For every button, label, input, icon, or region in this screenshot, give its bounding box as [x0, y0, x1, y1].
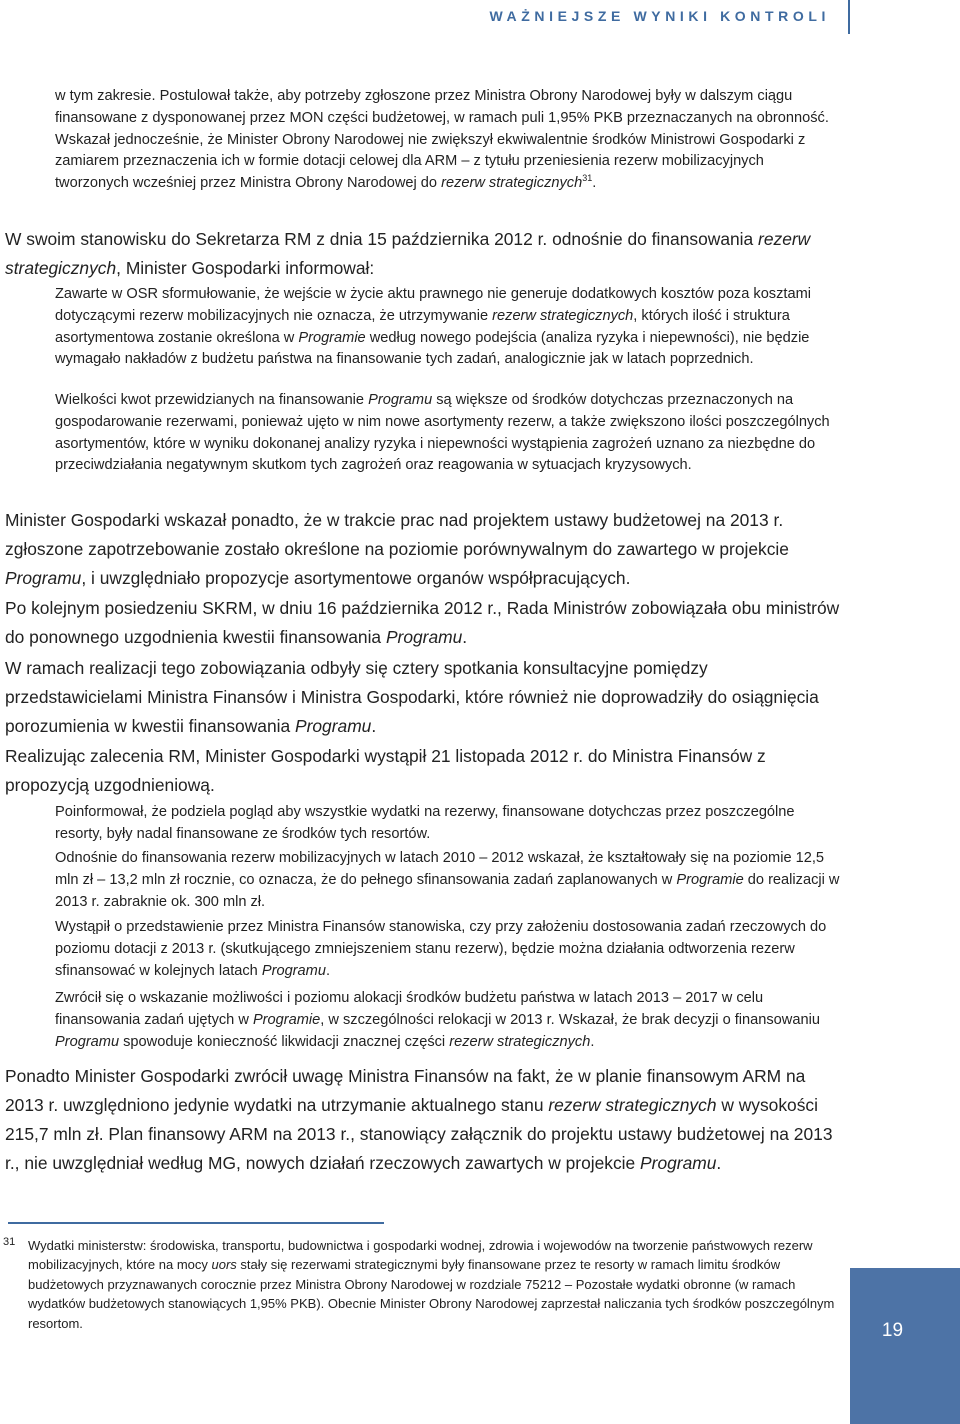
paragraph-5: W ramach realizacji tego zobowiązania odbyły się cztery spotkania konsultacyjne pomiędzy przedstawicielami Ministra Finansów i Ministra Gospodarki, które również nie doprowadziły do osiągnięcia porozumienia w kwestii finansowania Programu. [5, 658, 819, 736]
quote-4: Odnośnie do finansowania rezerw mobilizacyjnych w latach 2010 – 2012 wskazał, że kształtowały się na poziomie 12,5 mln zł – 13,2 mln zł rocznie, co oznacza, że do pełnego sfinansowania zadań zaplanowanych w Programie do realizacji w 2013 r. zabraknie ok. 300 mln zł. [55, 850, 840, 910]
quote-2: Wielkości kwot przewidzianych na finansowanie Programu są większe od środków dotychczas przeznaczonych na gospodarowanie rezerwami, ponieważ ujęto w nim nowe asortymenty rezerw, a także zwiększono ilości poszczególnych asortymentów, które w wyniku dokonanej analizy ryzyka i niepewności wystąpienia zagrożeń uznano za niezbędne do przeciwdziałania negatywnym skutkom tych zagrożeń oraz reagowania w sytuacjach kryzysowych. [55, 392, 830, 474]
quote-1: Zawarte w OSR sformułowanie, że wejście w życie aktu prawnego nie generuje dodatkowych kosztów poza kosztami dotyczącymi rezerw mobilizacyjnych nie oznacza, że utrzymywanie rezerw strategicznych, których ilość i struktura asortymentowa zostanie określona w Programie według nowego podejścia (analiza ryzyka i niepewności), nie będzie wymagało nakładów z budżetu państwa na finansowanie tych zadań, analogicznie jak w latach poprzednich. [55, 286, 811, 368]
paragraph-6: Realizując zalecenia RM, Minister Gospodarki wystąpił 21 listopada 2012 r. do Ministra Finansów z propozycją uzgodnieniową. [5, 746, 766, 795]
running-header [0, 0, 960, 34]
paragraph-4: Po kolejnym posiedzeniu SKRM, w dniu 16 października 2012 r., Rada Ministrów zobowiązała obu ministrów do ponownego uzgodnienia kwestii finansowania Programu. [5, 598, 840, 647]
paragraph-3: Minister Gospodarki wskazał ponadto, że w trakcie prac nad projektem ustawy budżetowej na 2013 r. zgłoszone zapotrzebowanie zostało określone na poziomie porównywalnym do zawartego w projekcie Programu, i uwzględniało propozycje asortymentowe organów współpracujących. [5, 510, 789, 588]
footnote-text: Wydatki ministerstw: środowiska, transportu, budownictwa i gospodarki wodnej, zdrowia i wojewodów na tworzenie państwowych rezerw mobilizacyjnych, które na mocy uors stały się rezerwami strategicznymi były finansowane przez te resorty w ramach limitu środków budżetowych przyznawanych corocznie przez Ministra Obrony Narodowej w rozdziale 75212 – Pozostałe wydatki obronne (w ramach wydatków budżetowych stanowiących 1,95% PKB). Obecnie Minister Obrony Narodowej zaprzestał naliczania tych środków poszczególnym resortom. [28, 1238, 835, 1331]
section-title: WAŻNIEJSZE WYNIKI KONTROLI [489, 8, 830, 24]
header-rule [848, 0, 960, 34]
footnote-ref[interactable]: 31 [582, 173, 593, 184]
paragraph-7: Ponadto Minister Gospodarki zwrócił uwagę Ministra Finansów na fakt, że w planie finansowym ARM na 2013 r. uwzględniono jedynie wydatki na utrzymanie aktualnego stanu rezerw strategicznych w wysokości 215,7 mln zł. Plan finansowy ARM na 2013 r., stanowiący załącznik do projektu ustawy budżetowej na 2013 r., nie uwzględniał według MG, nowych działań rzeczowych zawartych w projekcie Programu. [5, 1066, 833, 1173]
page-number: 19 [881, 1320, 904, 1341]
quote-3: Poinformował, że podziela pogląd aby wszystkie wydatki na rezerwy, finansowane dotychczas przez poszczególne resorty, były nadal finansowane ze środków tych resortów. [55, 804, 795, 842]
page-number-box [850, 1268, 960, 1424]
quote-5: Wystąpił o przedstawienie przez Ministra Finansów stanowiska, czy przy założeniu dostosowania zadań rzeczowych do poziomu dotacji z 2013 r. (skutkującego zmniejszeniem stanu rezerw), będzie można działania odtworzenia rezerw sfinansować w kolejnych latach Programu. [55, 919, 827, 979]
quote-6: Zwrócił się o wskazanie możliwości i poziomu alokacji środków budżetu państwa w latach 2013 – 2017 w celu finansowania zadań ujętych w Programie, w szczególności relokacji w 2013 r. Wskazał, że brak decyzji o finansowaniu Programu spowoduje konieczność likwidacji znacznej części rezerw strategicznych. [55, 990, 820, 1050]
paragraph-2: W swoim stanowisku do Sekretarza RM z dnia 15 października 2012 r. odnośnie do finansowania rezerw strategicznych, Minister Gospodarki informował: [5, 229, 811, 278]
footnote-number: 31 [3, 1236, 16, 1248]
footnote-separator [8, 1222, 384, 1224]
paragraph-1: w tym zakresie. Postulował także, aby potrzeby zgłoszone przez Ministra Obrony Narodowej były w dalszym ciągu finansowane z dysponowanej przez MON części budżetowej, w ramach puli 1,95% PKB przeznaczanych na obronność. Wskazał jednocześnie, że Minister Obrony Narodowej nie zwiększył ekwiwalentnie środków Ministrowi Gospodarki z zamiarem przeznaczenia ich w formie dotacji celowej dla ARM – z tytułu przeniesienia rezerw mobilizacyjnych tworzonych wcześniej przez Ministra Obrony Narodowej do rezerw strategicznych$^{31}$. [55, 88, 829, 192]
